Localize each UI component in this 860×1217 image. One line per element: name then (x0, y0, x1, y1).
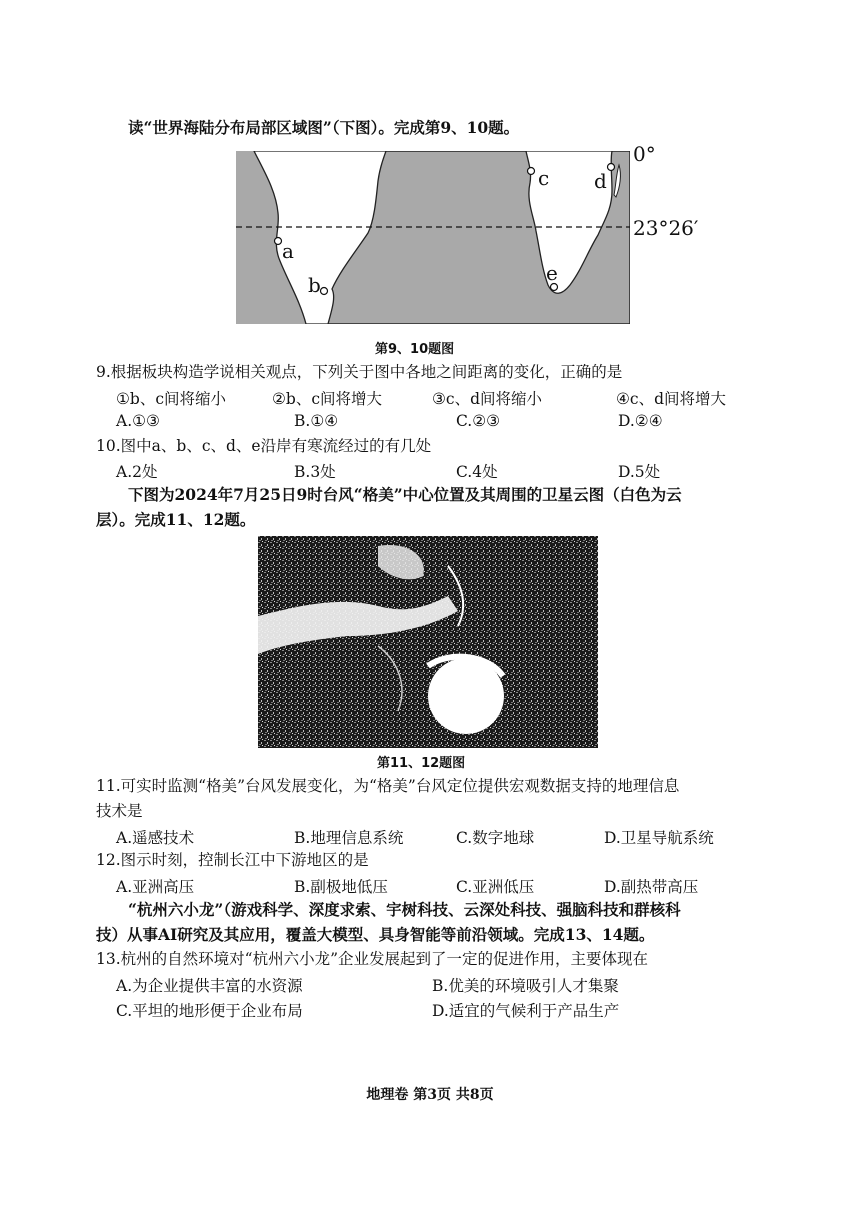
q9-option-c: C.②③ (456, 412, 501, 430)
q9-item-2: ②b、c间将增大 (272, 390, 382, 408)
q12-option-c: C.亚洲低压 (456, 878, 535, 896)
label-b: b (308, 273, 321, 297)
q11-option-b: B.地理信息系统 (294, 829, 404, 847)
q11-option-a: A.遥感技术 (116, 829, 195, 847)
q13-option-a: A.为企业提供丰富的水资源 (116, 977, 303, 995)
q9-item-1: ①b、c间将缩小 (116, 390, 226, 408)
q9-option-d: D.②④ (618, 412, 663, 430)
q11-option-c: C.数字地球 (456, 829, 535, 847)
q9-option-a: A.①③ (116, 412, 160, 430)
point-d (608, 164, 615, 171)
intro-q13-14-line2: 技）从事AI研究及其应用，覆盖大模型、具身智能等前沿领域。完成13、14题。 (96, 925, 655, 944)
satellite-caption: 第11、12题图 (377, 756, 466, 771)
lat-0-label: 0° (633, 142, 656, 166)
q10-stem: 10.图中a、b、c、d、e沿岸有寒流经过的有几处 (96, 437, 432, 455)
q9-option-b: B.①④ (294, 412, 339, 430)
q12-option-a: A.亚洲高压 (116, 878, 195, 896)
q13-option-d: D.适宜的气候利于产品生产 (432, 1002, 620, 1020)
q13-option-c: C.平坦的地形便于企业布局 (116, 1002, 303, 1020)
intro-q9-10: 读“世界海陆分布局部区域图”（下图）。完成第9、10题。 (128, 118, 520, 137)
label-a: a (282, 239, 294, 263)
intro-q13-14-line1: “杭州六小龙”（游戏科学、深度求索、宇树科技、云深处科技、强脑科技和群核科 (128, 900, 681, 919)
label-d: d (594, 169, 607, 193)
q10-option-b: B.3处 (294, 463, 336, 481)
satellite-svg (258, 536, 598, 748)
world-land-sea-map (236, 151, 630, 324)
map-caption: 第9、10题图 (375, 342, 455, 357)
q9-item-4: ④c、d间将增大 (616, 390, 726, 408)
label-e: e (546, 261, 558, 285)
page-footer: 地理卷 第3页 共8页 (366, 1087, 494, 1103)
q12-stem: 12.图示时刻，控制长江中下游地区的是 (96, 851, 369, 869)
intro-q11-12-line1: 下图为2024年7月25日9时台风“格美”中心位置及其周围的卫星云图（白色为云 (128, 485, 682, 504)
point-c (528, 168, 535, 175)
q11-stem-line2: 技术是 (96, 802, 143, 820)
q10-option-a: A.2处 (116, 463, 158, 481)
q13-stem: 13.杭州的自然环境对“杭州六小龙”企业发展起到了一定的促进作用，主要体现在 (96, 950, 649, 968)
point-b (321, 288, 328, 295)
q11-option-d: D.卫星导航系统 (604, 829, 714, 847)
q13-option-b: B.优美的环境吸引人才集聚 (432, 977, 619, 995)
q12-option-b: B.副极地低压 (294, 878, 388, 896)
intro-q11-12-line2: 层）。完成11、12题。 (96, 510, 256, 529)
label-c: c (538, 166, 550, 190)
satellite-cloud-image (258, 536, 598, 748)
q11-stem-line1: 11.可实时监测“格美”台风发展变化，为“格美”台风定位提供宏观数据支持的地理信息 (96, 777, 680, 795)
lat-tropic-label: 23°26′ (633, 216, 699, 240)
q10-option-d: D.5处 (618, 463, 661, 481)
q9-item-3: ③c、d间将缩小 (432, 390, 542, 408)
q9-stem: 9.根据板块构造学说相关观点，下列关于图中各地之间距离的变化，正确的是 (96, 363, 623, 381)
map-svg (236, 151, 630, 324)
q12-option-d: D.副热带高压 (604, 878, 699, 896)
point-a (275, 238, 282, 245)
q10-option-c: C.4处 (456, 463, 498, 481)
